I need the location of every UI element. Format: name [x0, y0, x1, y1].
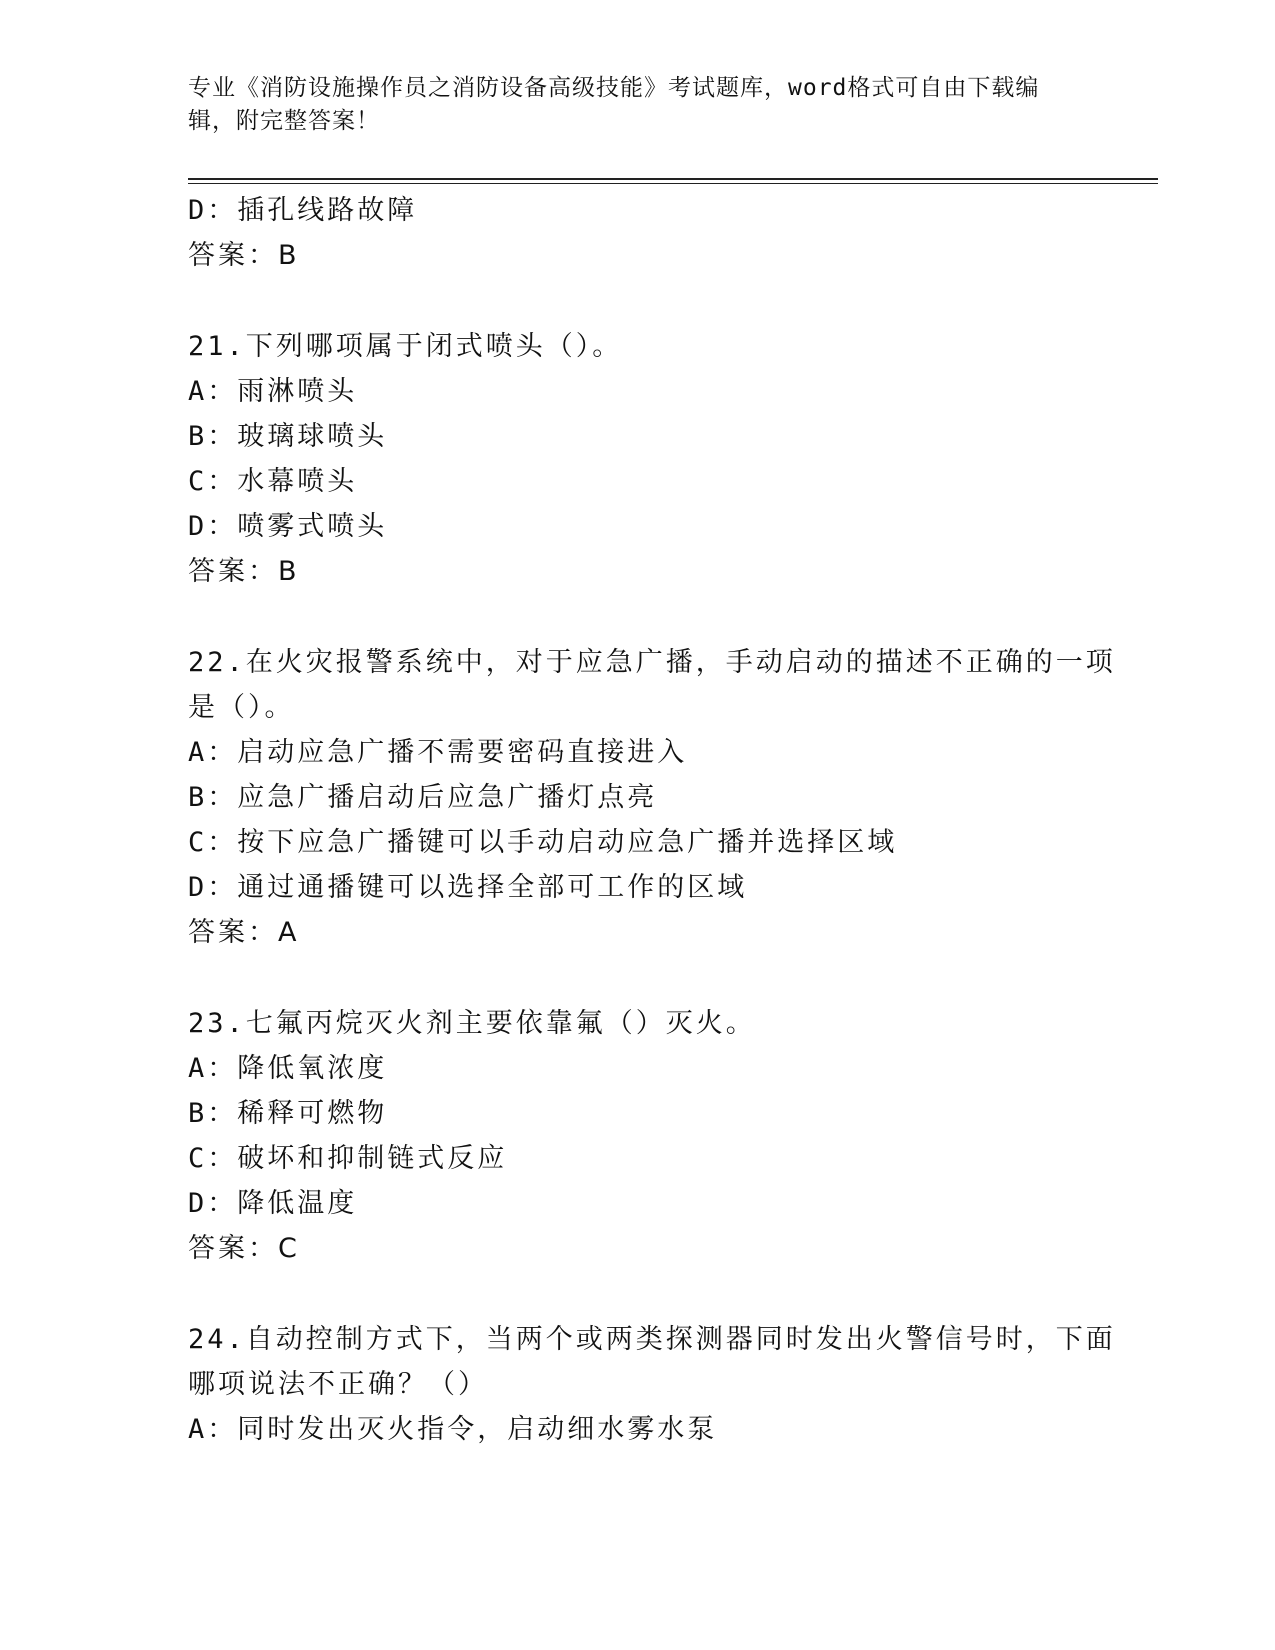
option-c: C：按下应急广播键可以手动启动应急广播并选择区域: [188, 827, 898, 858]
question-24: [188, 1317, 1116, 1452]
document-header: [188, 72, 1068, 138]
option-a: A：降低氧浓度: [188, 1053, 388, 1084]
question-22: [188, 640, 1116, 955]
header-line-1: 专业《消防设施操作员之消防设备高级技能》考试题库，word格式可自由下载编: [188, 75, 1040, 101]
question-text-line-1: 22.在火灾报警系统中，对于应急广播，手动启动的描述不正确的一项: [188, 647, 1116, 678]
spacer: [188, 594, 1088, 640]
option-d: D：喷雾式喷头: [188, 511, 388, 542]
option-a: A：启动应急广播不需要密码直接进入: [188, 737, 688, 768]
option-c: C：破坏和抑制链式反应: [188, 1143, 508, 1174]
question-text: 21.下列哪项属于闭式喷头（）。: [188, 331, 623, 362]
question-text-line-2: 哪项说法不正确？（）: [188, 1369, 488, 1400]
header-divider-thick: [188, 178, 1158, 180]
header-line-2: 辑，附完整答案！: [188, 108, 380, 134]
header-divider-thin: [188, 183, 1158, 184]
question-21: [188, 324, 1088, 594]
previous-question-block: [188, 188, 1088, 278]
question-text-line-1: 24.自动控制方式下，当两个或两类探测器同时发出火警信号时，下面: [188, 1324, 1116, 1355]
option-d: D：插孔线路故障: [188, 195, 418, 226]
spacer: [188, 1271, 1088, 1317]
question-text-line-2: 是（）。: [188, 692, 295, 723]
option-c: C：水幕喷头: [188, 466, 358, 497]
spacer: [188, 955, 1088, 1001]
question-text: 23.七氟丙烷灭火剂主要依靠氟（）灭火。: [188, 1008, 756, 1039]
question-list: [188, 188, 1116, 1452]
question-23: [188, 1001, 1088, 1271]
answer-line: 答案：C: [188, 1233, 300, 1264]
option-b: B：稀释可燃物: [188, 1098, 388, 1129]
answer-line: 答案：A: [188, 917, 300, 948]
option-b: B：玻璃球喷头: [188, 421, 388, 452]
option-b: B：应急广播启动后应急广播灯点亮: [188, 782, 658, 813]
option-d: D：降低温度: [188, 1188, 358, 1219]
option-a: A：同时发出灭火指令，启动细水雾水泵: [188, 1414, 718, 1445]
spacer: [188, 278, 1088, 324]
option-a: A：雨淋喷头: [188, 376, 358, 407]
answer-line: 答案：B: [188, 556, 300, 587]
option-d: D：通过通播键可以选择全部可工作的区域: [188, 872, 748, 903]
answer-line: 答案：B: [188, 240, 300, 271]
